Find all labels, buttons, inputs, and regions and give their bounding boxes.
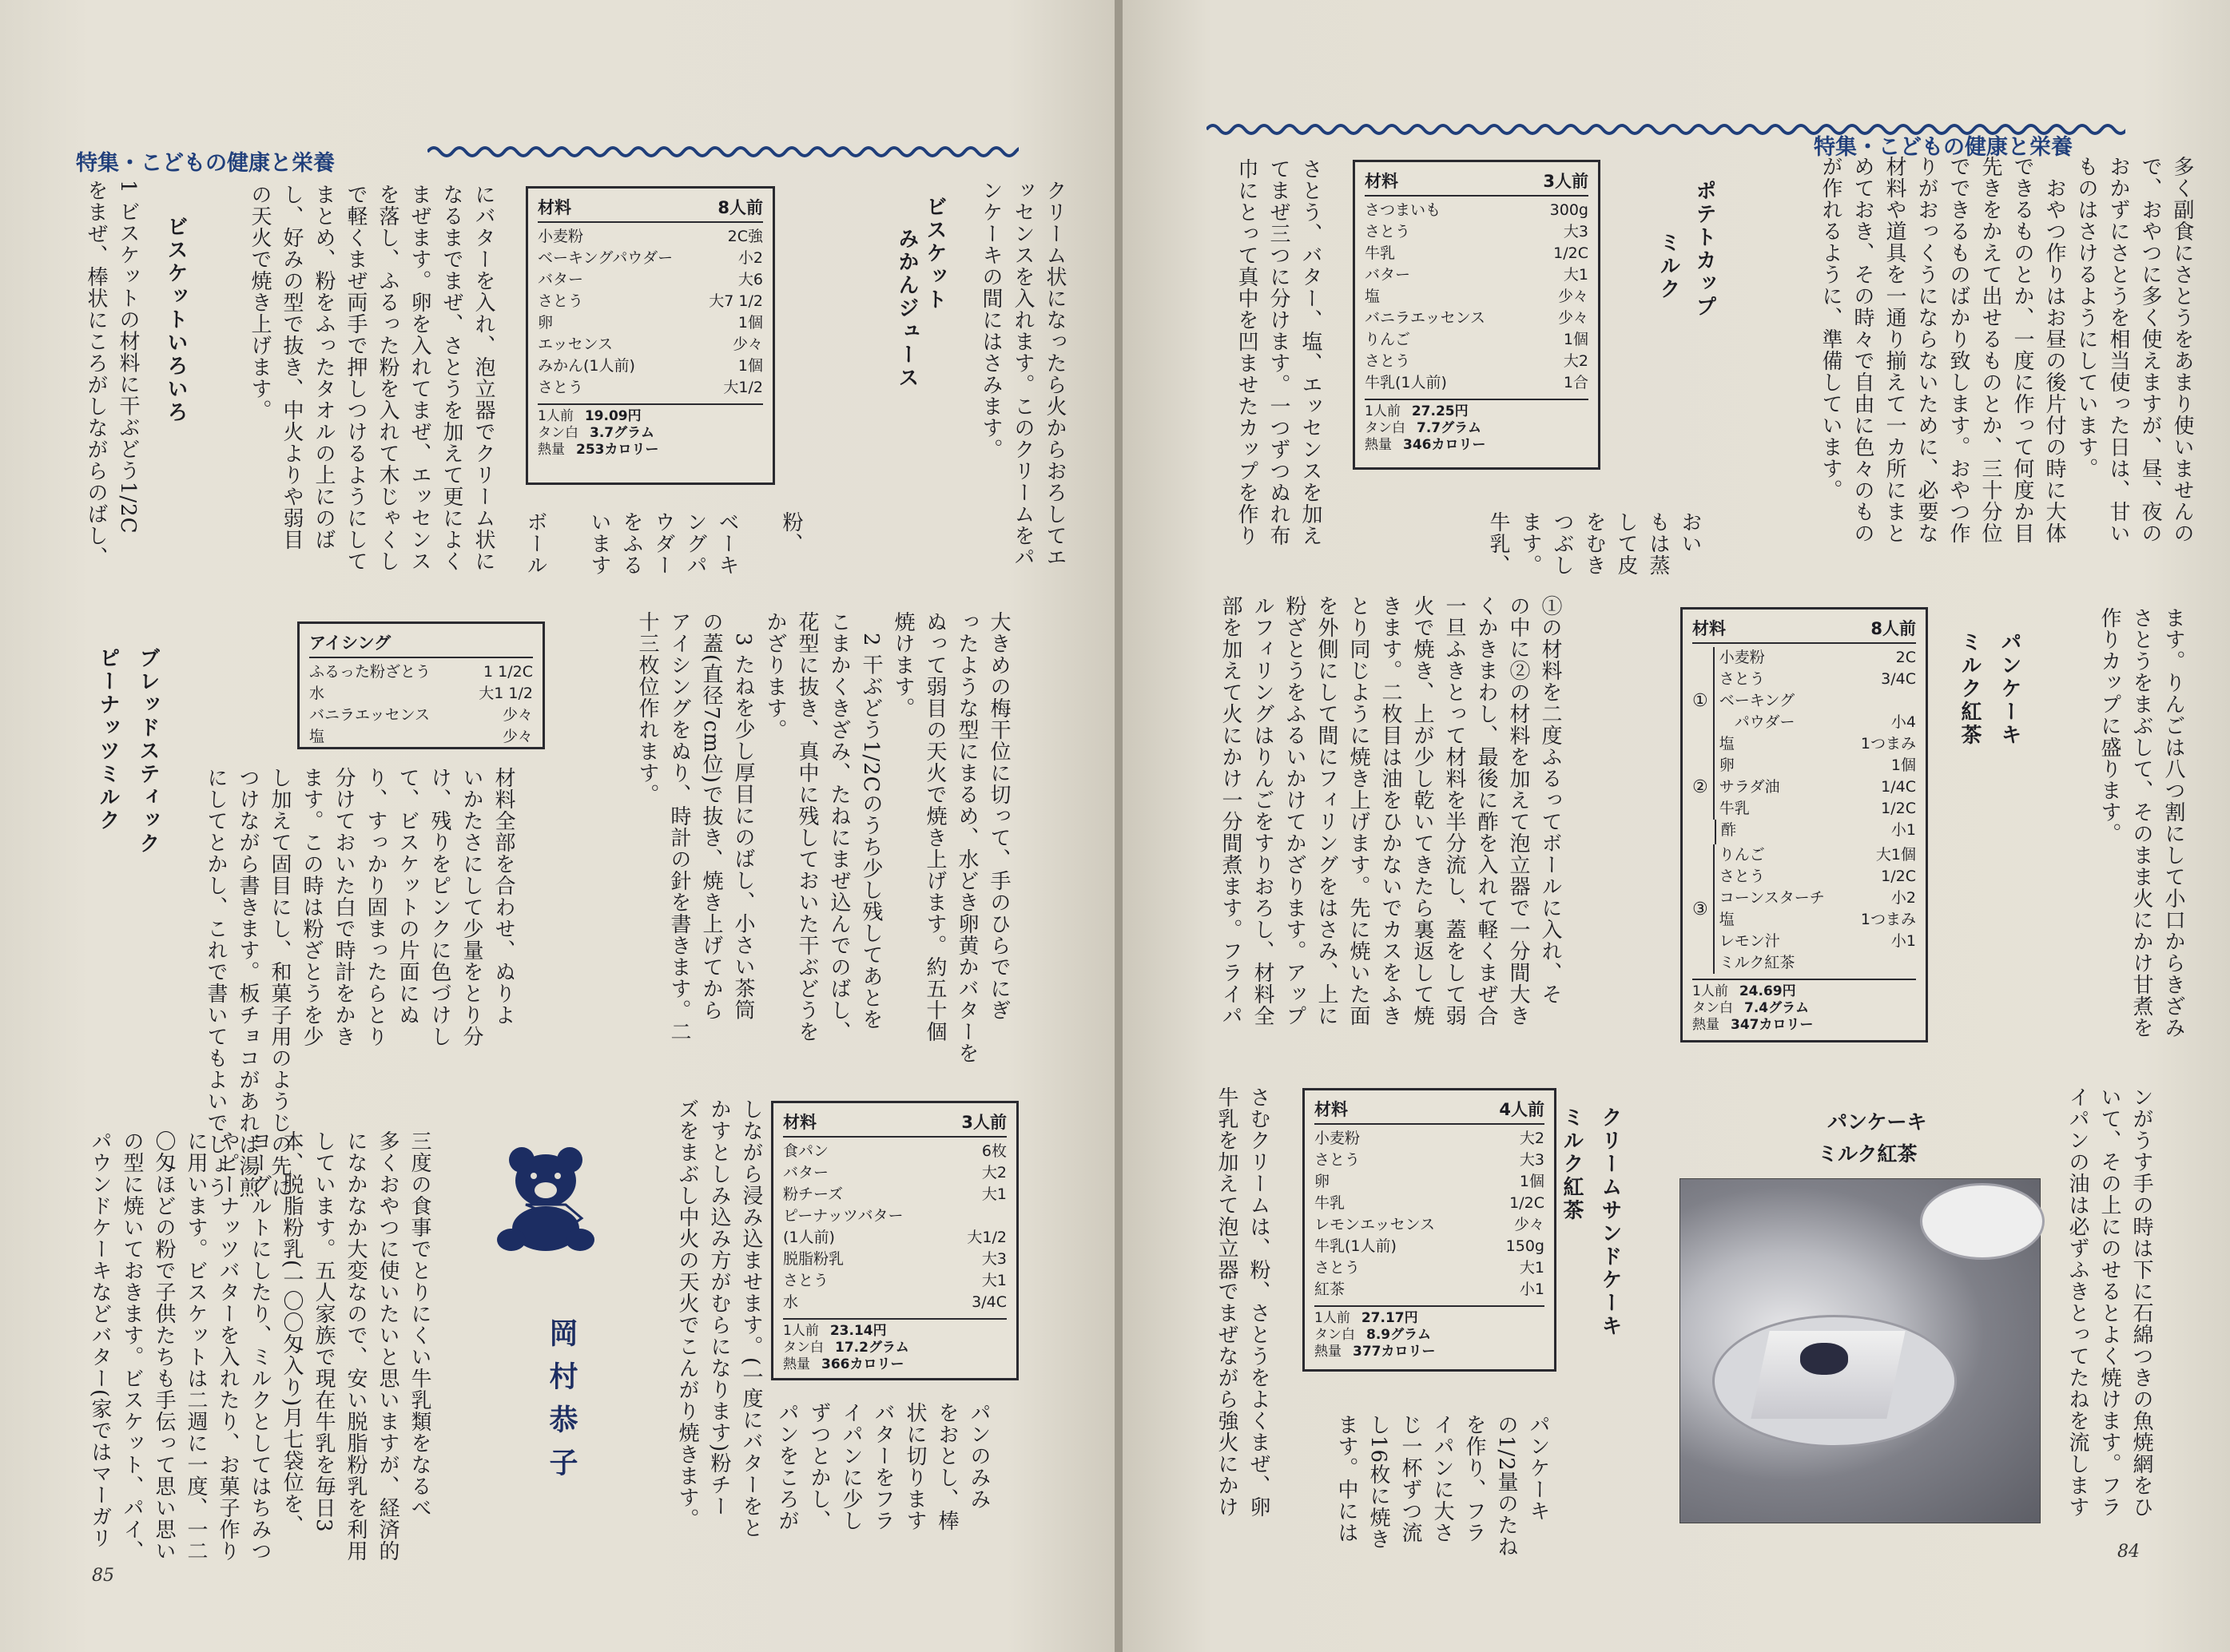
heading-pancake: パンケーキ: [1997, 631, 2021, 747]
nutrition-value: 7.7グラム: [1417, 420, 1481, 436]
group-marker: [1692, 820, 1710, 844]
ingredient-name: さとう: [538, 379, 584, 396]
ingredient-qty: 1/4C: [1881, 778, 1916, 796]
ingredient-name: さとう: [1365, 352, 1411, 370]
nutrition-value: 19.09円: [584, 408, 642, 424]
ingredient-name: さとう: [538, 292, 584, 310]
ingredient-row: [1365, 264, 1588, 286]
ingredient-qty: 大1: [981, 1185, 1007, 1203]
ingredient-row: [783, 1227, 1007, 1249]
ingredient-qty: 大1/2: [723, 379, 763, 396]
ingredient-row: [1365, 308, 1588, 329]
ingredient-name: ベーキング: [1719, 692, 1795, 709]
wavy-rule-left: [427, 142, 1019, 161]
ingredient-name: さとう: [1719, 670, 1765, 688]
ingredient-name: さとう: [1314, 1259, 1361, 1277]
ingredient-row: [1314, 1171, 1544, 1193]
ingredient-name: パウダー: [1719, 713, 1795, 731]
ingredient-name: 小麦粉: [1314, 1130, 1361, 1147]
breadstick-ingredients-box: 材料 3人前 食パン 6枚 バター 大2 粉チーズ 大1 ピーナッツバター (1人前) 大1/2 脱脂粉乳 大3 さとう 大1 水 3/4C 1人前 23.14円 タン白 17.2グラム 熱量 366カロリー: [771, 1101, 1019, 1380]
nutrition-row: [1314, 1344, 1544, 1360]
group-marker: ①: [1692, 691, 1708, 711]
ingredient-row: [1719, 776, 1916, 798]
running-head-right: 特集・こどもの健康と栄養: [1814, 135, 2073, 160]
ingredient-qty: 大2: [1519, 1130, 1544, 1147]
ingredient-qty: 1個: [1563, 331, 1588, 348]
ingredient-row: [1719, 690, 1916, 712]
ingredient-qty: 大2: [981, 1164, 1007, 1181]
ingredient-name: 塩: [1719, 735, 1735, 753]
ingredient-name: バニラエッセンス: [1365, 309, 1486, 327]
box-header: 材料 8人前: [538, 195, 763, 223]
ingredient-name: 塩: [1365, 288, 1381, 305]
nutrition-footer: [538, 403, 763, 459]
ingredient-qty: 300g: [1549, 201, 1588, 219]
ingredient-name: ミルク紅茶: [1719, 954, 1795, 971]
ingredient-group: [1692, 820, 1916, 844]
ingredient-row: [1365, 243, 1588, 264]
nutrition-label: タン白: [783, 1340, 824, 1356]
ingredient-qty: 1つまみ: [1860, 735, 1916, 753]
ingredient-row: [1314, 1279, 1544, 1301]
ingredient-qty: 1/2C: [1881, 800, 1916, 817]
ingredient-name: バター: [783, 1164, 829, 1181]
ingredient-row: [783, 1184, 1007, 1205]
biscuit-continuation: クリーム状になったら火からおろしてエ ッセンスを入れます。このクリームをパ ンケーキの間にはさみます。: [979, 180, 1067, 568]
ingredient-name: レモン汁: [1719, 932, 1780, 950]
nutrition-row: [1314, 1327, 1544, 1344]
ingredient-name: 脱脂粉乳: [783, 1250, 845, 1268]
ingredient-qty: 小4: [1890, 713, 1916, 731]
ingredient-name: 粉チーズ: [783, 1185, 844, 1203]
ingredient-qty: 1個: [1519, 1173, 1544, 1190]
ingredient-qty: 2C: [1895, 649, 1916, 666]
ingredient-row: [1719, 647, 1916, 669]
ingredient-name: さとう: [1719, 868, 1765, 885]
heading-biscuit-variations: ビスケットいろいろ: [164, 216, 188, 424]
cream-cake-short-column: パンケーキ の1/2量のたね を作り、フラ イパンに大さ じ一杯ずつ流 し16枚に焼き ます。中には: [1334, 1414, 1550, 1558]
ingredient-name: 牛乳(1人前): [1314, 1237, 1397, 1255]
ingredient-row: [538, 334, 763, 355]
ingredient-qty: 3/4C: [1881, 670, 1916, 688]
nutrition-row: [538, 442, 763, 459]
ingredient-row: [1719, 844, 1916, 866]
ingredient-row: [1365, 351, 1588, 372]
nutrition-value: 346カロリー: [1403, 437, 1486, 453]
ingredient-qty: 1/2C: [1553, 244, 1588, 262]
heading-peanut-milk: ピーナッツミルク: [96, 647, 120, 832]
nutrition-value: 24.69円: [1739, 983, 1796, 999]
breadstick-short-column: パンのみみ をおとし、棒 状に切ります バターをフラ イパンに少し ずつとかし、 パンをころが: [775, 1402, 991, 1531]
ingredient-name: 水: [309, 685, 325, 702]
ingredient-qty: 1合: [1563, 374, 1588, 391]
nutrition-row: [1692, 983, 1916, 1000]
ingredient-name: バター: [1365, 266, 1411, 284]
pancake-instructions: ①の材料を二度ふるってボールに入れ、そ の中に②の材料を加えて泡立器で一分間大き くかきまわし、最後に酢を入れて軽くまぜ合 一旦ふきとって材料を半分流し、蓋をして弱 火で焼き、上が少し乾いてきたら裏返して焼 きます。二枚目は油をひかないでカスをふき とり同じように焼き上げます。先に焼いた面 を外側にして間にフィリングをはさみ、上に 粉ざとうをふるいかけてかざります。アップ ルフィリングはりんごをすりおろし、材料全 部を加えて火にかけ一分間煮ます。フライパ: [1218, 595, 1562, 1027]
ingredient-row: [309, 705, 533, 726]
ingredient-row: [1365, 329, 1588, 351]
ingredient-row: [1314, 1214, 1544, 1236]
ingredient-qty: 少々: [732, 336, 763, 353]
ingredient-name: 牛乳: [1719, 800, 1750, 817]
nutrition-row: [783, 1340, 1007, 1356]
right-page: [1123, 0, 2230, 1652]
potato-short-column: おい もは蒸 して皮 をむき つぶし ます。 牛乳、: [1486, 511, 1702, 576]
ingredient-name: りんご: [1719, 846, 1765, 864]
ingredient-name: 紅茶: [1314, 1281, 1346, 1298]
page-number-right: 84: [2117, 1542, 2140, 1562]
ingredient-name: ふるった粉ざとう: [309, 663, 431, 681]
ingredient-qty: 小1: [1890, 821, 1916, 839]
ingredient-name: 食パン: [783, 1142, 829, 1160]
nutrition-value: 27.17円: [1361, 1310, 1418, 1326]
ingredient-qty: 大3: [981, 1250, 1007, 1268]
heading-cream-sandwich: クリームサンドケーキ: [1598, 1106, 1622, 1338]
nutrition-value: 23.14円: [829, 1323, 887, 1339]
cream-cake-instructions: さむクリームは、粉、さとうをよくまぜ、卵 牛乳を加えて泡立器でまぜながら強火にかけ: [1214, 1086, 1270, 1518]
nutrition-row: [783, 1323, 1007, 1340]
ingredient-qty: 3/4C: [972, 1293, 1007, 1311]
nutrition-value: 253カロリー: [576, 442, 659, 458]
pancake-photo: [1679, 1178, 2041, 1523]
ingredient-name: ベーキングパウダー: [538, 249, 674, 267]
ingredient-name: さとう: [1314, 1151, 1361, 1169]
nutrition-value: 347カロリー: [1731, 1017, 1814, 1033]
ingredient-name: バター: [538, 271, 584, 288]
ingredient-row: [783, 1292, 1007, 1313]
ingredient-row: [1365, 372, 1588, 394]
nutrition-row: [1314, 1310, 1544, 1327]
ingredient-qty: 少々: [502, 706, 533, 724]
ingredient-qty: 大1 1/2: [479, 685, 533, 702]
ingredient-row: [1719, 798, 1916, 820]
ingredient-name: 牛乳: [1365, 244, 1396, 262]
jam-filling: [1800, 1343, 1848, 1375]
nutrition-label: 1人前: [1692, 983, 1728, 999]
ingredient-qty: 少々: [1513, 1216, 1544, 1233]
ingredient-row: [538, 377, 763, 399]
ingredient-row: [1721, 820, 1916, 841]
nutrition-value: 27.25円: [1411, 403, 1469, 419]
heading-mikan-juice: みかんジュース: [895, 228, 919, 390]
ingredient-row: [309, 726, 533, 748]
ingredient-name: 牛乳: [1314, 1194, 1346, 1212]
ingredient-qty: 150g: [1505, 1237, 1544, 1255]
ingredient-qty: 少々: [1557, 309, 1588, 327]
ingredient-qty: 6枚: [981, 1142, 1007, 1160]
ingredient-row: [1719, 866, 1916, 888]
ingredient-group: [1692, 647, 1916, 755]
ingredient-group: [1692, 755, 1916, 820]
ingredient-name: エッセンス: [538, 336, 614, 353]
ingredient-row: [1314, 1236, 1544, 1257]
ingredient-qty: 1つまみ: [1860, 911, 1916, 928]
nutrition-label: 熱量: [1314, 1344, 1342, 1360]
nutrition-footer: [1314, 1305, 1544, 1360]
nutrition-label: 1人前: [1314, 1310, 1350, 1326]
ingredient-qty: 1/2C: [1881, 868, 1916, 885]
ingredient-name: ピーナッツバター: [783, 1207, 904, 1225]
ingredient-name: 塩: [309, 728, 325, 745]
ingredient-row: [783, 1141, 1007, 1162]
biscuit-procedure: にバターを入れ、泡立器でクリーム状に なるまでまぜ、さとうを加えて更によく まぜます。卵を入れてまぜ、エッセンス を落し、ふるった粉を入れて木じゃくし で軽くまぜ両手で押しつけるようにして まとめ、粉をふったタオルの上にのば し、好みの型で抜き、中火よりや弱目 の天火で焼き上げます。: [248, 184, 495, 572]
heading-potato-cup: ポテトカップ: [1692, 180, 1716, 319]
author-name: 岡村恭子: [545, 1318, 578, 1491]
ingredient-qty: 1個: [737, 314, 763, 332]
ingredient-qty: 1個: [737, 357, 763, 375]
ingredient-qty: 大2: [1563, 352, 1588, 370]
ingredient-group: [1692, 844, 1916, 974]
ingredient-row: [538, 312, 763, 334]
ingredient-row: [1719, 931, 1916, 952]
ingredient-row: [1719, 755, 1916, 776]
ingredient-name: さとう: [783, 1272, 829, 1289]
heading-biscuit: ビスケット: [923, 196, 947, 312]
nutrition-label: 熱量: [783, 1356, 810, 1372]
nutrition-label: 熱量: [538, 442, 565, 458]
nutrition-row: [1692, 1000, 1916, 1017]
heading-milk-tea-2: ミルク紅茶: [1560, 1106, 1584, 1222]
photo-caption-milk-tea: ミルク紅茶: [1818, 1142, 1918, 1166]
nutrition-label: タン白: [1692, 1000, 1733, 1016]
nutrition-value: 3.7グラム: [590, 425, 654, 441]
ingredient-row: [309, 661, 533, 683]
ingredient-row: [783, 1162, 1007, 1184]
ingredient-name: サラダ油: [1719, 778, 1780, 796]
ingredient-qty: 大1: [1519, 1259, 1544, 1277]
author-essay: 三度の食事でとりにくい牛乳類をなるべ 多くおやつに使いたいと思いますが、経済的 になかなか大変なので、安い脱脂粉乳を利用 しています。五人家族で現在牛乳を毎日3 本、脱脂粉乳(一〇〇匁入り)月七袋位を、 ヨーグルトにしたり、ミルクとしてはちみつ やピーナッツバターを入れたり、お菓子作り に用います。ビスケットは二週に一度、一二 〇匁ほどの粉で子供たちも手伝って思い思い の型に焼いておきます。ビスケット、パイ、 パウンドケーキなどバター(家ではマーガリ: [88, 1130, 431, 1562]
ingredient-qty: 1/2C: [1509, 1194, 1544, 1212]
ingredient-row: [1365, 221, 1588, 243]
ingredient-name: 卵: [1314, 1173, 1330, 1190]
ingredient-qty: 大1/2: [967, 1229, 1007, 1246]
ingredient-name: 小麦粉: [1719, 649, 1765, 666]
potato-cup-ingredients-box: 材料 3人前 さつまいも 300g さとう 大3 牛乳 1/2C バター 大1 塩 少々 バニラエッセンス 少々 りんご 1個 さとう 大2 牛乳(1人前) 1合 1人前 27.25円 タン白 7.7グラム 熱量 346カロリー: [1353, 160, 1600, 470]
nutrition-value: 7.4グラム: [1744, 1000, 1809, 1016]
heading-bread-stick: ブレッドスティック: [136, 647, 160, 856]
ingredient-name: りんご: [1365, 331, 1411, 348]
ingredient-name: みかん(1人前): [538, 357, 635, 375]
group-marker: ③: [1692, 899, 1708, 919]
intro-text: 多く副食にさとうをあまり使いませんの で、おやつに多く使えますが、昼、夜の おかずにさとうを相当使った日は、甘い ものはさけるようにしています。 おやつ作りはお昼の後片付の時に大体 できるものとか、一度に作って何度か目 先きをかえて出せるものとか、三十分位 でできるものばかり致します。おやつ作 りがおっくうにならないために、必要な 材料や道具を一通り揃えて一カ所にまと めておき、その時々で自由に色々のもの が作れるように、準備しています。: [1819, 156, 2194, 544]
nutrition-value: 17.2グラム: [835, 1340, 909, 1356]
ingredient-row: [1314, 1193, 1544, 1214]
nutrition-row: [1692, 1017, 1916, 1034]
ingredient-qty: 1個: [1890, 757, 1916, 774]
ingredient-row: [1365, 286, 1588, 308]
ingredient-qty: 少々: [502, 728, 533, 745]
group-marker: ②: [1692, 777, 1708, 797]
ingredient-row: [783, 1205, 1007, 1227]
ingredient-row: [538, 355, 763, 377]
nutrition-row: [1365, 420, 1588, 437]
potato-cup-continuation: ます。りんごは八つ割にして小口からきざみ さとうをまぶして、そのまま火にかけ甘煮を 作りカップに盛ります。: [2097, 607, 2185, 1038]
ingredient-qty: 大3: [1563, 223, 1588, 240]
ingredient-row: [1314, 1128, 1544, 1150]
ingredient-row: [538, 269, 763, 291]
biscuit-short-column: 粉、 ベーキ ングパ ウダー をふる います ボール: [523, 511, 803, 576]
ingredient-name: さつまいも: [1365, 201, 1441, 219]
biscuit-ingredients-box: [526, 186, 775, 485]
ingredient-qty: 小2: [737, 249, 763, 267]
running-head-left: 特集・こどもの健康と栄養: [76, 151, 335, 176]
breadstick-instructions: しながら浸み込ませます。(一度にバターをと かすとしみ込み方がむらになります)粉チー ズをまぶし中火の天火でこんがり焼きます。: [675, 1098, 763, 1539]
ingredient-qty: 2C強: [727, 228, 763, 245]
heading-milk: ミルク: [1656, 232, 1680, 301]
icing-instructions: 材料全部を合わせ、ぬりよ いかたさにして少量をとり分 け、残りをピンクに色づけし て、ビスケットの片面にぬ り、すっかり固まったらとり 分けておいた白で時計をかき ます。この時は粉ざとうを少 し加えて固目にし、和菓子用のようじの先に つけながら書きます。板チョコがあれば湯煎 にしてとかし、これで書いてもよいでしょう: [204, 767, 515, 1198]
ingredient-qty: 少々: [1557, 288, 1588, 305]
ingredient-row: [1314, 1257, 1544, 1279]
variations-steps-2-3: 大きめの梅干位に切って、手のひらでにぎ ったような型にまるめ、水どき卵黄かバターを ぬって弱目の天火で焼き上げます。約五十個 焼けます。 2 干ぶどう1/2Cのうち少し残してあとを こまかくきざみ、たねにまぜ込んでのばし、 花型に抜き、真中に残しておいた干ぶどうを かざります。 3 たねを少し厚目にのばし、小さい茶筒 の蓋(直径7cm位)で抜き、焼き上げてから アイシングをぬり、時計の針を書きます。二 十三枚位作れます。: [635, 611, 1011, 1064]
potato-cup-instructions: さとう、バター、塩、エッセンスを加え てまぜ三つに分けます。一つずつぬれ布 巾にとって真中を凹ませたカップを作り: [1234, 158, 1322, 546]
ingredient-qty: 大3: [1519, 1151, 1544, 1169]
ingredient-name: レモンエッセンス: [1314, 1216, 1436, 1233]
ingredient-row: [309, 683, 533, 705]
nutrition-footer: [1365, 399, 1588, 454]
ingredient-qty: 1 1/2C: [483, 663, 533, 681]
nutrition-row: [538, 408, 763, 425]
heading-milk-tea: ミルク紅茶: [1958, 631, 1982, 747]
ingredient-qty: 小2: [1890, 889, 1916, 907]
nutrition-value: 8.9グラム: [1366, 1327, 1431, 1343]
ingredient-row: [538, 226, 763, 248]
ingredient-row: [1719, 712, 1916, 733]
ingredient-qty: 大7 1/2: [709, 292, 763, 310]
ingredient-row: [1719, 909, 1916, 931]
nutrition-label: 1人前: [783, 1323, 819, 1339]
nutrition-label: タン白: [1314, 1327, 1355, 1343]
ingredient-row: [783, 1249, 1007, 1270]
ingredient-name: 酢: [1721, 821, 1737, 839]
ingredient-row: [1719, 733, 1916, 755]
ingredient-name: さとう: [1365, 223, 1411, 240]
nutrition-label: タン白: [1365, 420, 1405, 436]
ingredient-qty: 大1個: [1875, 846, 1916, 864]
ingredient-row: [783, 1270, 1007, 1292]
ingredient-name: (1人前): [783, 1229, 835, 1246]
nutrition-value: 366カロリー: [821, 1356, 904, 1372]
nutrition-label: 1人前: [538, 408, 574, 424]
ingredient-name: 卵: [538, 314, 554, 332]
ingredient-name: 水: [783, 1293, 799, 1311]
ingredient-row: [538, 248, 763, 269]
nutrition-row: [783, 1356, 1007, 1373]
teddy-bear-illustration: [494, 1142, 598, 1254]
nutrition-value: 377カロリー: [1353, 1344, 1436, 1360]
ingredient-qty: 小1: [1890, 932, 1916, 950]
nutrition-label: 熱量: [1692, 1017, 1719, 1033]
ingredient-name: 小麦粉: [538, 228, 584, 245]
nutrition-footer: [1692, 979, 1916, 1034]
ingredient-name: 卵: [1719, 757, 1735, 774]
ingredient-qty: 小1: [1519, 1281, 1544, 1298]
photo-caption-pancake: パンケーキ: [1827, 1110, 1927, 1134]
ingredient-name: 牛乳(1人前): [1365, 374, 1447, 391]
nutrition-label: 熱量: [1365, 437, 1392, 453]
ingredient-name: コーンスターチ: [1719, 889, 1825, 907]
cream-cake-ingredients-box: 材料 4人前 小麦粉 大2 さとう 大3 卵 1個 牛乳 1/2C レモンエッセンス 少々 牛乳(1人前) 150g さとう 大1 紅茶 小1 1人前 27.17円 タン白 8.9グラム 熱量 377カロリー: [1302, 1088, 1556, 1372]
nutrition-footer: [783, 1318, 1007, 1373]
ingredient-qty: 大1: [1563, 266, 1588, 284]
nutrition-label: タン白: [538, 425, 578, 441]
nutrition-row: [1365, 403, 1588, 420]
nutrition-row: [538, 425, 763, 442]
ingredient-row: [1314, 1150, 1544, 1171]
page-number-left: 85: [92, 1566, 114, 1586]
teacup: [1920, 1183, 2045, 1260]
ingredient-qty: 大6: [737, 271, 763, 288]
variations-step-1: 1 ビスケットの材料に干ぶどう1/2C をまぜ、棒状にころがしながらのばし、: [84, 180, 140, 568]
nutrition-row: [1365, 437, 1588, 454]
ingredient-qty: 大1: [981, 1272, 1007, 1289]
pancake-continuation: ンがうす手の時は下に石綿つきの魚焼網をひ いて、その上にのせるとよく焼けます。フラ イパンの油は必ずふきとってたねを流します: [2065, 1086, 2153, 1518]
ingredient-row: [1719, 952, 1916, 974]
ingredient-name: バニラエッセンス: [309, 706, 431, 724]
pancake-ingredients-box: 材料 8人前 ① 小麦粉 2C さとう 3/4C ベーキング パウダー 小4 塩 1つまみ ② 卵 1個 サラダ油 1/4C 牛乳 1/2C 酢 小1 ③ りんご 大1個 さとう 1/2C コーンスターチ 小2 塩 1つまみ レモン汁 小1 ミルク紅茶 1人前 24.69円 タン白 7.4グラム 熱量 347カロリー: [1680, 607, 1928, 1042]
icing-ingredients-box: アイシング ふるった粉ざとう 1 1/2C 水 大1 1/2 バニラエッセンス 少々 塩 少々: [297, 621, 545, 749]
ingredient-name: 塩: [1719, 911, 1735, 928]
ingredient-row: [1719, 669, 1916, 690]
ingredient-row: [1719, 888, 1916, 909]
nutrition-label: 1人前: [1365, 403, 1401, 419]
ingredient-row: [538, 291, 763, 312]
ingredient-row: [1365, 200, 1588, 221]
